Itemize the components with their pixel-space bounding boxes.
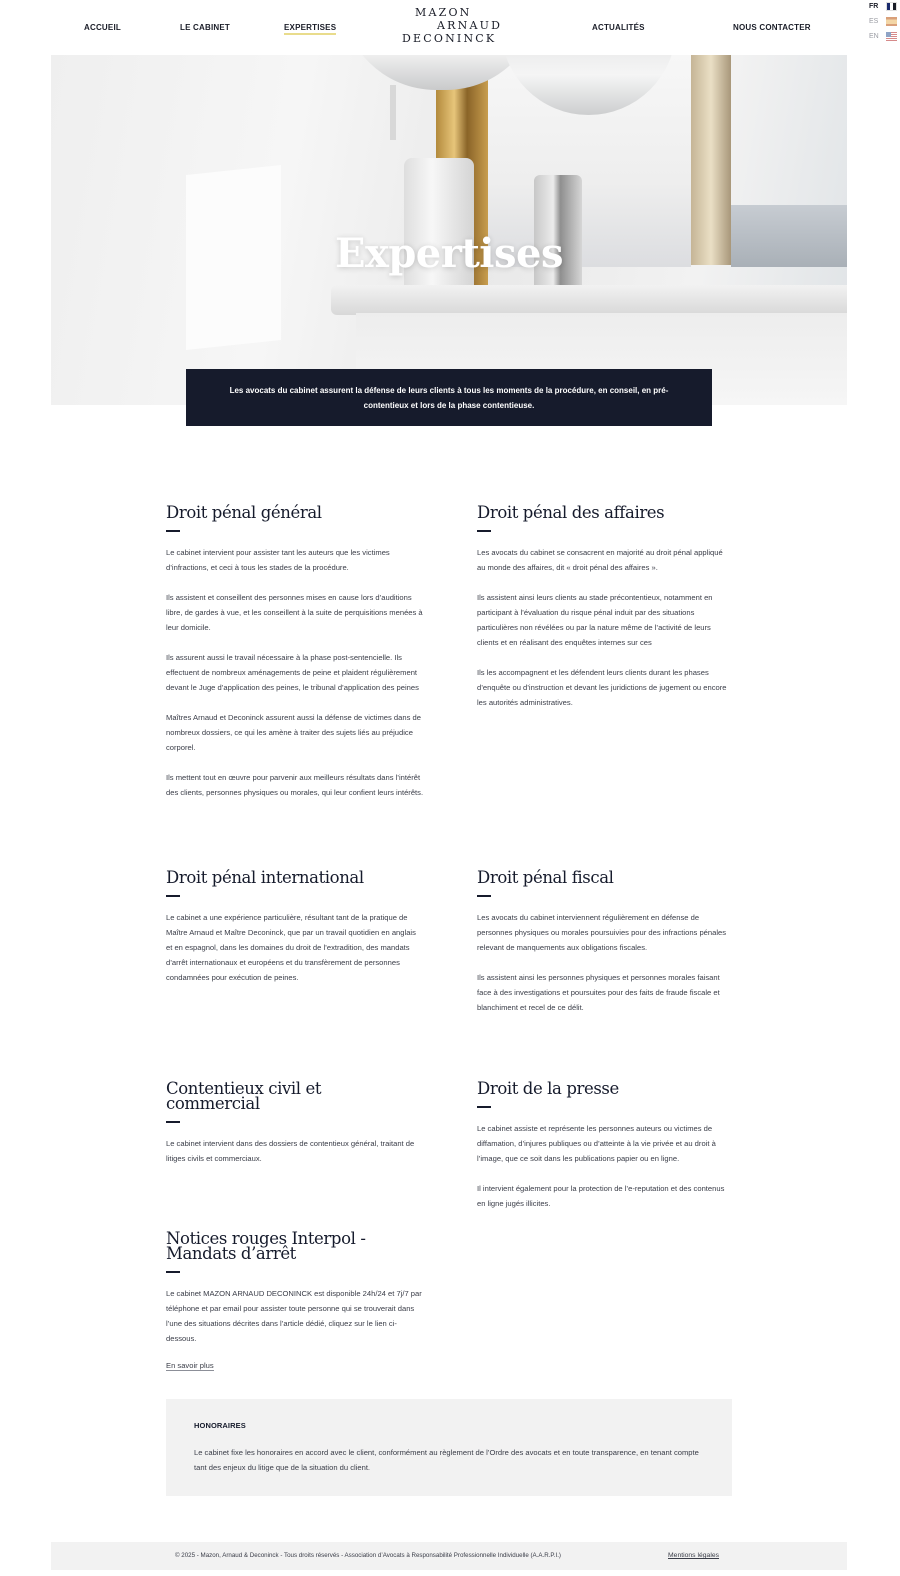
- section-paragraph: Les avocats du cabinet interviennent régulièrement en défense de personnes physiques ou morales poursuivies pour des infractions pénales relevant de manquements aux obligations fiscales.: [477, 913, 727, 952]
- hero-banner: [51, 55, 847, 405]
- section-droit-penal-affaires: [477, 505, 733, 710]
- lang-es[interactable]: ES: [869, 18, 879, 25]
- title-rule: [477, 1106, 491, 1108]
- footer: [51, 1542, 847, 1570]
- logo-line-deconinck: DECONINCK: [402, 32, 497, 45]
- flag-en-icon[interactable]: [886, 32, 897, 41]
- fees-text: Le cabinet fixe les honoraires en accord avec le client, conformément au règlement de l’Ordre des avocats et en toute transparence, en tenant compte tant des enjeux du litige que de la situation du client.: [194, 1448, 699, 1472]
- section-paragraph: Ils assistent ainsi leurs clients au stade précontentieux, notamment en participant à l’évaluation du risque pénal induit par des situations particulières non révélées ou par la nature même de l’activité de leurs clients et en réalisant des enquêtes internes sur ces: [477, 593, 713, 647]
- section-contentieux-civil: [166, 1081, 416, 1166]
- title-rule: [477, 530, 491, 532]
- flag-fr-icon[interactable]: [886, 2, 897, 11]
- section-paragraph: Ils assistent et conseillent des personnes mises en cause lors d’auditions libre, de gardes à vue, et les conseillent à la suite de perquisitions menées à leur domicile.: [166, 593, 423, 632]
- nav-actualites[interactable]: ACTUALITÉS: [592, 23, 645, 32]
- nav-expertises[interactable]: EXPERTISES: [284, 23, 336, 35]
- fees-box: [166, 1399, 732, 1496]
- section-droit-penal-international: [166, 870, 424, 985]
- section-title: Droit pénal général: [166, 503, 322, 522]
- nav-le-cabinet[interactable]: LE CABINET: [180, 23, 230, 32]
- hero-mantel-top: [331, 285, 847, 315]
- section-paragraph: Le cabinet assiste et représente les personnes auteurs ou victimes de diffamation, d’injures publiques ou d’atteinte à la vie privée et au droit à l’image, que ce soit dans les publications papier ou en ligne.: [477, 1124, 716, 1163]
- title-rule: [477, 895, 491, 897]
- top-navigation: [0, 0, 900, 55]
- site-logo[interactable]: [402, 6, 502, 45]
- title-rule: [166, 1121, 180, 1123]
- section-notices-rouges: [166, 1231, 422, 1373]
- section-paragraph: Le cabinet a une expérience particulière, résultant tant de la pratique de Maître Arnaud et Maître Deconinck, que par un travail quotidien en anglais et en espagnol, dans les domaines du droit de l’extradition, des mandats d’arrêt internationaux et européens et du transfèrement de personnes condamnées pour exécution de peines.: [166, 913, 416, 982]
- section-paragraph: Ils les accompagnent et les défendent leurs clients durant les phases d’enquête ou d’instruction et devant les juridictions de jugement ou encore les autorités administratives.: [477, 668, 727, 707]
- section-droit-penal-general: [166, 505, 424, 800]
- section-title: Droit de la presse: [477, 1079, 619, 1098]
- section-paragraph: Ils assurent aussi le travail nécessaire à la phase post-sentencielle. Ils effectuent de nombreux aménagements de peine et plaident régulièrement devant le Juge d’application des peines, le tribunal d’application des peines: [166, 653, 419, 692]
- intro-box: [186, 369, 712, 426]
- logo-line-mazon: MAZON: [415, 6, 472, 19]
- hero-lamp-arm: [390, 85, 396, 140]
- flag-es-icon[interactable]: [886, 17, 897, 26]
- page-title: Expertises: [335, 230, 563, 277]
- nav-accueil[interactable]: ACCUEIL: [84, 23, 121, 32]
- section-paragraph: Ils assistent ainsi les personnes physiques et personnes morales faisant face à des investigations et poursuites pour des faits de fraude fiscale et blanchiment et recel de ce délit.: [477, 973, 720, 1012]
- lang-fr[interactable]: FR: [869, 3, 879, 10]
- section-paragraph: Le cabinet intervient dans des dossiers de contentieux général, traitant de litiges civils et commerciaux.: [166, 1139, 415, 1163]
- section-paragraph: Ils mettent tout en œuvre pour parvenir aux meilleurs résultats dans l’intérêt des clients, personnes physiques ou morales, qui leur confient leurs intérêts.: [166, 773, 424, 797]
- nav-nous-contacter[interactable]: NOUS CONTACTER: [733, 23, 811, 32]
- legal-notice-link[interactable]: Mentions légales: [668, 1552, 720, 1559]
- fees-title: HONORAIRES: [194, 1421, 246, 1430]
- section-title: Droit pénal fiscal: [477, 868, 614, 887]
- section-title: Droit pénal international: [166, 868, 364, 887]
- section-paragraph: Il intervient également pour la protection de l’e-reputation et des contenus en ligne jugés illicites.: [477, 1184, 725, 1208]
- lang-en[interactable]: EN: [869, 33, 879, 40]
- section-title: Notices rouges Interpol - Mandats d’arrêt: [166, 1229, 366, 1263]
- section-paragraph: Le cabinet MAZON ARNAUD DECONINCK est disponible 24h/24 et 7j/7 par téléphone et par email pour assister toute personne qui se trouverait dans l’une des situations décrites dans l’article dédié, cliquez sur le lien ci-dessous.: [166, 1289, 422, 1343]
- section-title: Contentieux civil et commercial: [166, 1079, 322, 1113]
- section-droit-presse: [477, 1081, 733, 1211]
- section-paragraph: Maîtres Arnaud et Deconinck assurent aussi la défense de victimes dans de nombreux dossiers, ce qui les amène à traiter des sujets liés au préjudice corporel.: [166, 713, 421, 752]
- logo-line-arnaud: ARNAUD: [437, 19, 503, 32]
- title-rule: [166, 895, 180, 897]
- section-paragraph: Le cabinet intervient pour assister tant les auteurs que les victimes d’infractions, et ceci à tous les stades de la procédure.: [166, 548, 390, 572]
- title-rule: [166, 530, 180, 532]
- section-paragraph: Les avocats du cabinet se consacrent en majorité au droit pénal appliqué au monde des affaires, dit « droit pénal des affaires ».: [477, 548, 723, 572]
- footer-copyright: © 2025 - Mazon, Arnaud & Deconinck - Tous droits réservés - Association d’Avocats à Responsabilité Professionnelle Individuelle (A.A.R.P.I.): [175, 1552, 561, 1559]
- hero-lamp-base-left: [404, 158, 474, 298]
- learn-more-link[interactable]: En savoir plus: [166, 1361, 214, 1370]
- section-droit-penal-fiscal: [477, 870, 727, 1015]
- title-rule: [166, 1271, 180, 1273]
- intro-text: Les avocats du cabinet assurent la défense de leurs clients à tous les moments de la procédure, en conseil, en pré-contentieux et lors de la phase contentieuse.: [229, 386, 669, 410]
- section-title: Droit pénal des affaires: [477, 503, 665, 522]
